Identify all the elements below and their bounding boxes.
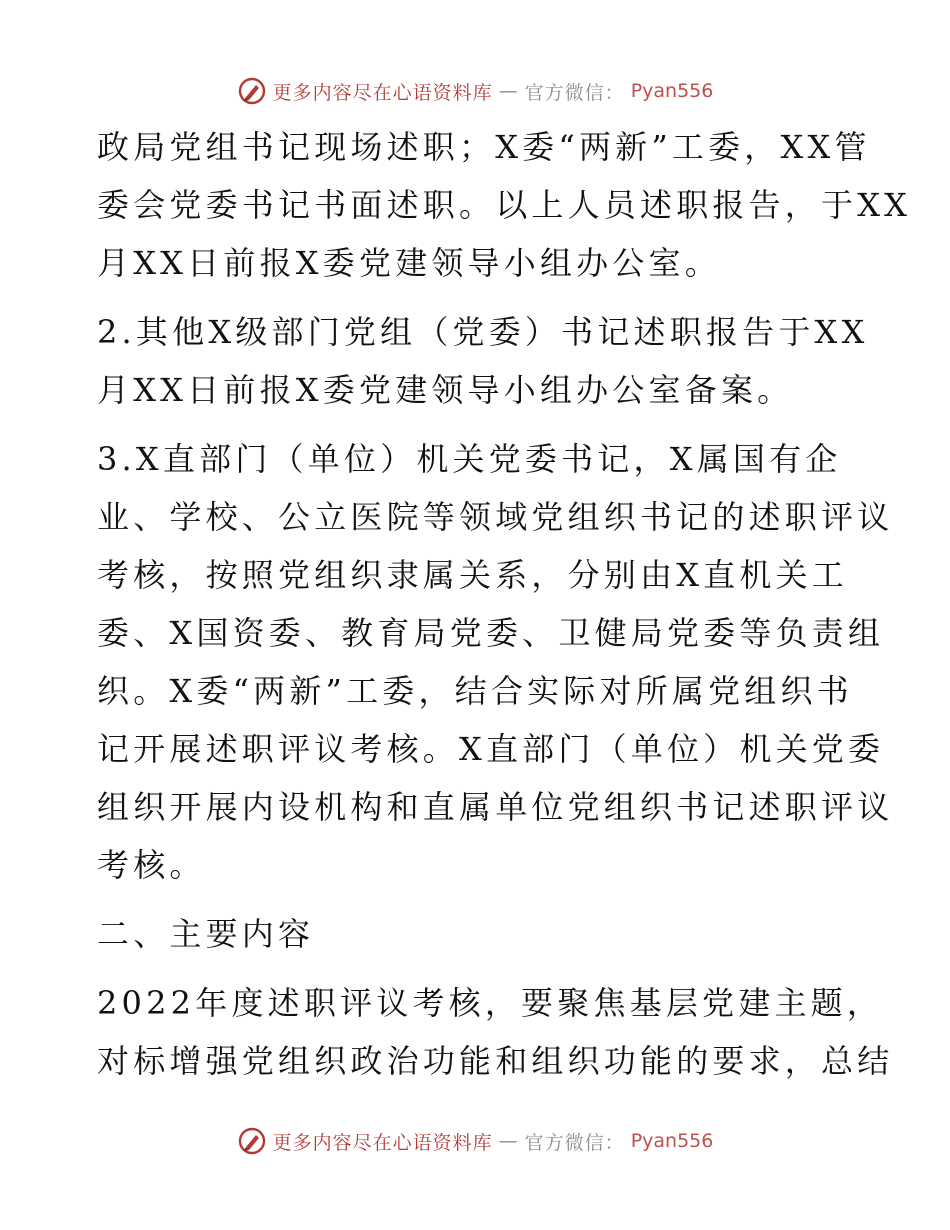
paragraph-3 — [97, 430, 894, 894]
watermark-dash: — — [498, 80, 519, 102]
text-line: 3.X直部门（单位）机关党委书记，X属国有企 — [97, 440, 842, 478]
text-line: 组织开展内设机构和直属单位党组织书记述职评议 — [97, 788, 894, 826]
watermark-dash: — — [498, 1130, 519, 1152]
pen-logo-icon — [237, 76, 267, 106]
watermark-header — [0, 74, 950, 108]
paragraph-2 — [97, 303, 869, 419]
paragraph-1 — [97, 118, 912, 292]
text-line: 委、X国资委、教育局党委、卫健局党委等负责组 — [97, 614, 885, 652]
text-line: 政局党组书记现场述职；X委“两新”工委，XX管 — [97, 128, 871, 166]
text-line: 织。X委“两新”工委，结合实际对所属党组织书 — [97, 672, 853, 710]
body-text — [97, 118, 912, 1090]
watermark-main-text: 更多内容尽在心语资料库 — [272, 81, 493, 104]
pen-logo-icon — [237, 1126, 267, 1156]
text-line: 记开展述职评议考核。X直部门（单位）机关党委 — [97, 730, 885, 768]
text-line: 对标增强党组织政治功能和组织功能的要求，总结 — [97, 1042, 894, 1080]
heading-text: 二、主要内容 — [97, 915, 315, 953]
watermark-wechat-id: Pyan556 — [630, 1130, 714, 1152]
watermark-footer — [0, 1124, 950, 1158]
text-line: 业、学校、公立医院等领域党组织书记的述职评议 — [97, 498, 894, 536]
text-line: 委会党委书记书面述职。以上人员述职报告，于XX — [97, 186, 912, 224]
section-heading — [97, 905, 857, 963]
text-line: 月XX日前报X委党建领导小组办公室。 — [97, 244, 721, 282]
watermark-official-label: 官方微信： — [524, 81, 625, 104]
watermark-official-label: 官方微信： — [524, 1131, 625, 1154]
watermark-wechat-id: Pyan556 — [630, 80, 714, 102]
text-line: 2022年度述职评议考核，要聚焦基层党建主题， — [97, 984, 884, 1022]
text-line: 2.其他X级部门党组（党委）书记述职报告于XX — [97, 313, 869, 351]
paragraph-4 — [97, 974, 894, 1090]
watermark-main-text: 更多内容尽在心语资料库 — [272, 1131, 493, 1154]
text-line: 月XX日前报X委党建领导小组办公室备案。 — [97, 371, 794, 409]
text-line: 考核，按照党组织隶属关系，分别由X直机关工 — [97, 556, 848, 594]
text-line: 考核。 — [97, 846, 206, 884]
